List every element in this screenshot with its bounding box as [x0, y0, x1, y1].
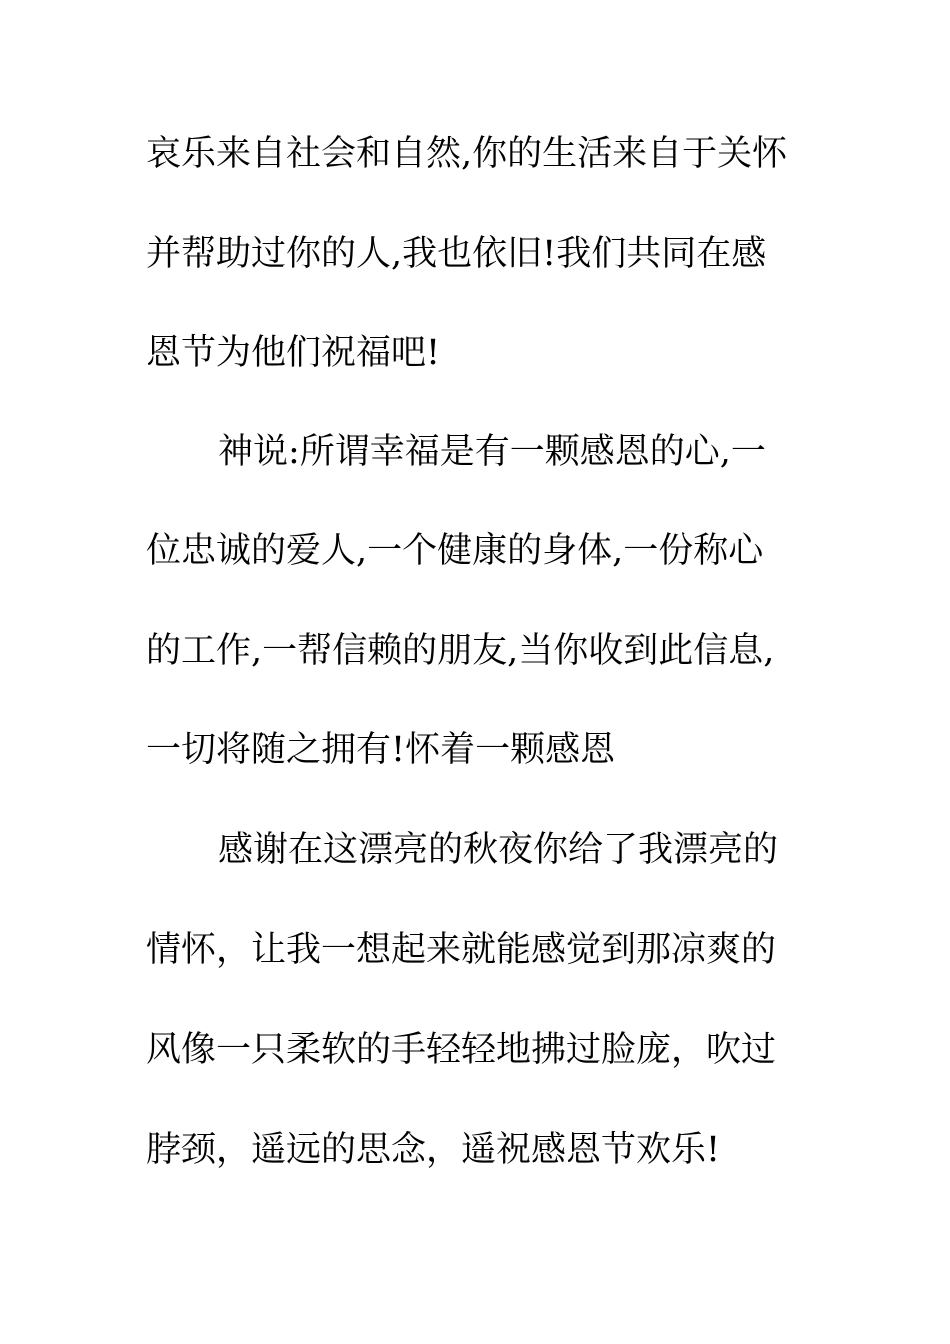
paragraph-1-line-1: 哀乐来自社会和自然,你的生活来自于关怀	[146, 134, 788, 174]
paragraph-1-line-2: 并帮助过你的人,我也依旧!我们共同在感	[146, 234, 767, 274]
paragraph-2-line-2: 位忠诚的爱人,一个健康的身体,一份称心	[146, 531, 764, 571]
paragraph-3-line-4: 脖颈，遥远的思念，遥祝感恩节欢乐!	[146, 1130, 721, 1170]
paragraph-3-line-2: 情怀，让我一想起来就能感觉到那凉爽的	[146, 930, 777, 970]
paragraph-2-line-3: 的工作,一帮信赖的朋友,当你收到此信息,	[146, 631, 775, 671]
paragraph-3-line-1: 感谢在这漂亮的秋夜你给了我漂亮的	[218, 830, 779, 870]
paragraph-2-line-4: 一切将随之拥有!怀着一颗感恩	[146, 730, 616, 770]
paragraph-1-line-3: 恩节为他们祝福吧!	[146, 333, 441, 373]
paragraph-3-line-3: 风像一只柔软的手轻轻地拂过脸庞，吹过	[146, 1030, 777, 1070]
paragraph-2-line-1: 神说:所谓幸福是有一颗感恩的心,一	[218, 432, 766, 472]
